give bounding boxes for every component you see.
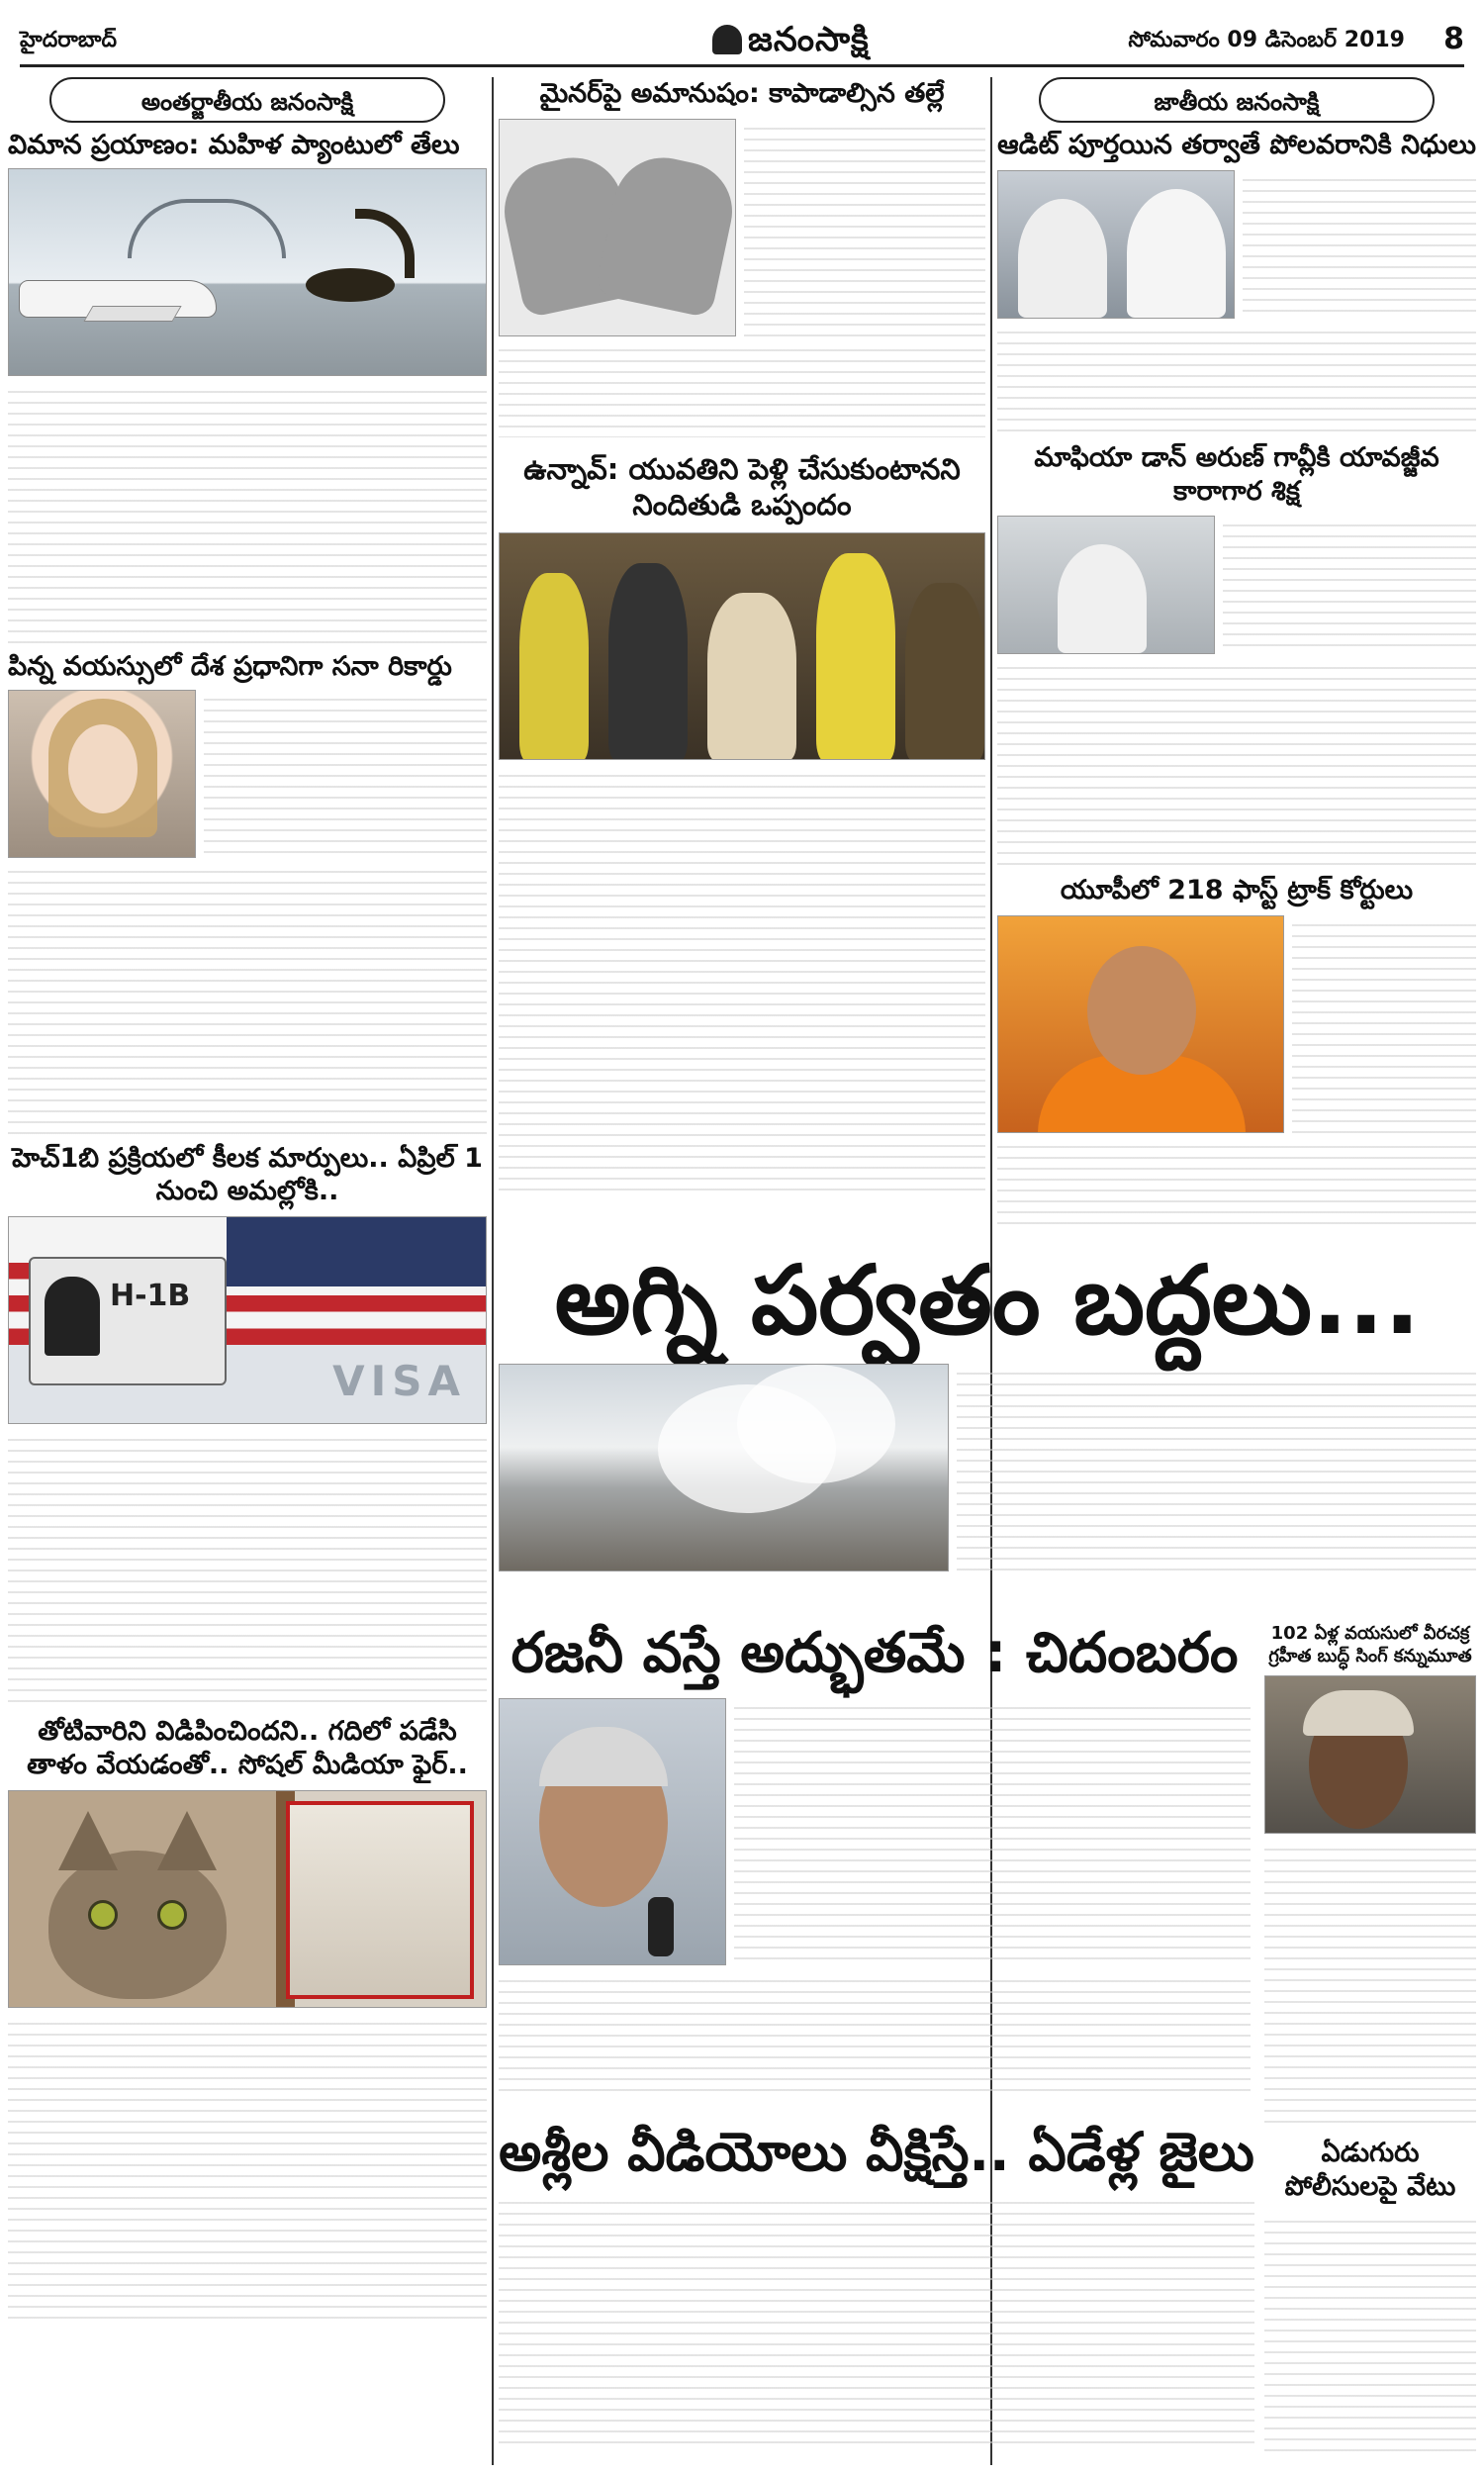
story-headline: పిన్న వయస్సులో దేశ ప్రధానిగా సనా రికార్డు [8, 650, 452, 682]
covered-eyes-photo [499, 119, 736, 336]
h1b-visa-photo: H-1B VISA [8, 1216, 487, 1424]
yogi-adityanath-photo [997, 915, 1284, 1133]
story-headline: విమాన ప్రయాణం: మహిళ ప్యాంటులో తేలు [8, 130, 460, 160]
obscene-video-story [499, 2123, 1254, 2450]
story-body [1292, 915, 1476, 1133]
story-headline: హెచ్1బి ప్రక్రియలో కీలక మార్పులు.. ఏప్రిల్ 1 నుంచి అమల్లోకి.. [12, 1142, 483, 1207]
story-body [1243, 170, 1476, 319]
issue-date: సోమవారం 09 డిసెంబర్ 2019 [1128, 28, 1405, 52]
story-body [499, 766, 985, 1191]
buddh-singh-photo [1264, 1675, 1476, 1834]
lamp-icon [712, 25, 742, 54]
story-body [997, 1137, 1476, 1226]
story-body [8, 2014, 487, 2321]
chidambaram-photo [499, 1698, 726, 1965]
story-body [8, 1430, 487, 1709]
masthead [20, 18, 1464, 67]
banner-headline: అగ్ని పర్వతం బద్దలు... [554, 1245, 1421, 1356]
arun-gawli-photo [997, 516, 1215, 654]
story-headline: మాఫియా డాన్ అరుణ్ గావ్లీకి యావజ్జీవ కారాగార శిక్ష [1034, 441, 1439, 507]
sanna-marin-photo [8, 690, 196, 858]
politicians-photo [997, 170, 1235, 319]
story-headline: మైనర్‌పై అమానుషం: కాపాడాల్సిన తల్లే [539, 78, 945, 109]
story-body [1264, 1840, 1476, 2127]
story-body [204, 690, 487, 858]
story-body [997, 658, 1476, 866]
section-label-national: జాతీయ జనంసాక్షి [1039, 77, 1435, 123]
column-divider [492, 77, 494, 2465]
story-headline: 102 ఏళ్ల వయసులో వీరచక్ర గ్రహీత బుద్ధ్ సింగ్ కన్నుమూత [1268, 1623, 1472, 1666]
story-body [744, 119, 985, 336]
story-body [8, 382, 487, 644]
volcano-photo [499, 1364, 949, 1571]
story-body [499, 340, 985, 437]
right-column [997, 77, 1476, 1245]
story-headline: రజనీ వస్తే అద్భుతమే : చిదంబరం [510, 1621, 1239, 1685]
left-column [8, 77, 487, 2465]
rajini-story [499, 1623, 1251, 2100]
right-bottom-stories [1264, 1623, 1476, 2459]
story-headline: ఉన్నావ్: యువతిని పెళ్లి చేసుకుంటానని నిందితుడి ఒప్పందం [523, 451, 961, 522]
story-body [499, 2193, 1254, 2450]
story-body [734, 1698, 1251, 1965]
story-headline: ఏడుగురు పోలీసులపై వేటు [1284, 2138, 1456, 2202]
story-body [957, 1364, 1476, 1571]
story-body [1223, 516, 1476, 654]
cat-photo [8, 1790, 487, 2008]
unnao-crowd-photo [499, 532, 985, 760]
section-label-international: అంతర్జాతీయ జనంసాక్షి [49, 77, 445, 123]
airplane-scorpion-photo [8, 168, 487, 376]
logo-text: జనంసాక్షి [748, 20, 870, 59]
page-number: 8 [1443, 22, 1464, 56]
story-body [997, 323, 1476, 431]
city-name: హైదరాబాద్ [20, 28, 117, 52]
story-body [8, 862, 487, 1134]
story-body [499, 1971, 1251, 2100]
volcano-story [499, 1245, 1476, 1571]
story-headline: అశ్లీల వీడియోలు వీక్షిస్తే.. ఏడేళ్ల జైలు [499, 2121, 1254, 2183]
story-headline: యూపీలో 218 ఫాస్ట్ ట్రాక్ కోర్టులు [1060, 875, 1414, 906]
middle-column [499, 77, 985, 1245]
story-headline: ఆడిట్ పూర్తయిన తర్వాతే పోలవరానికి నిధులు [997, 130, 1476, 160]
story-body [1264, 2212, 1476, 2459]
newspaper-logo [712, 20, 870, 67]
story-headline: తోటివారిని విడిపించిందని.. గదిలో పడేసి తాళం వేయడంతో.. సోషల్ మీడియా ఫైర్.. [27, 1716, 468, 1780]
